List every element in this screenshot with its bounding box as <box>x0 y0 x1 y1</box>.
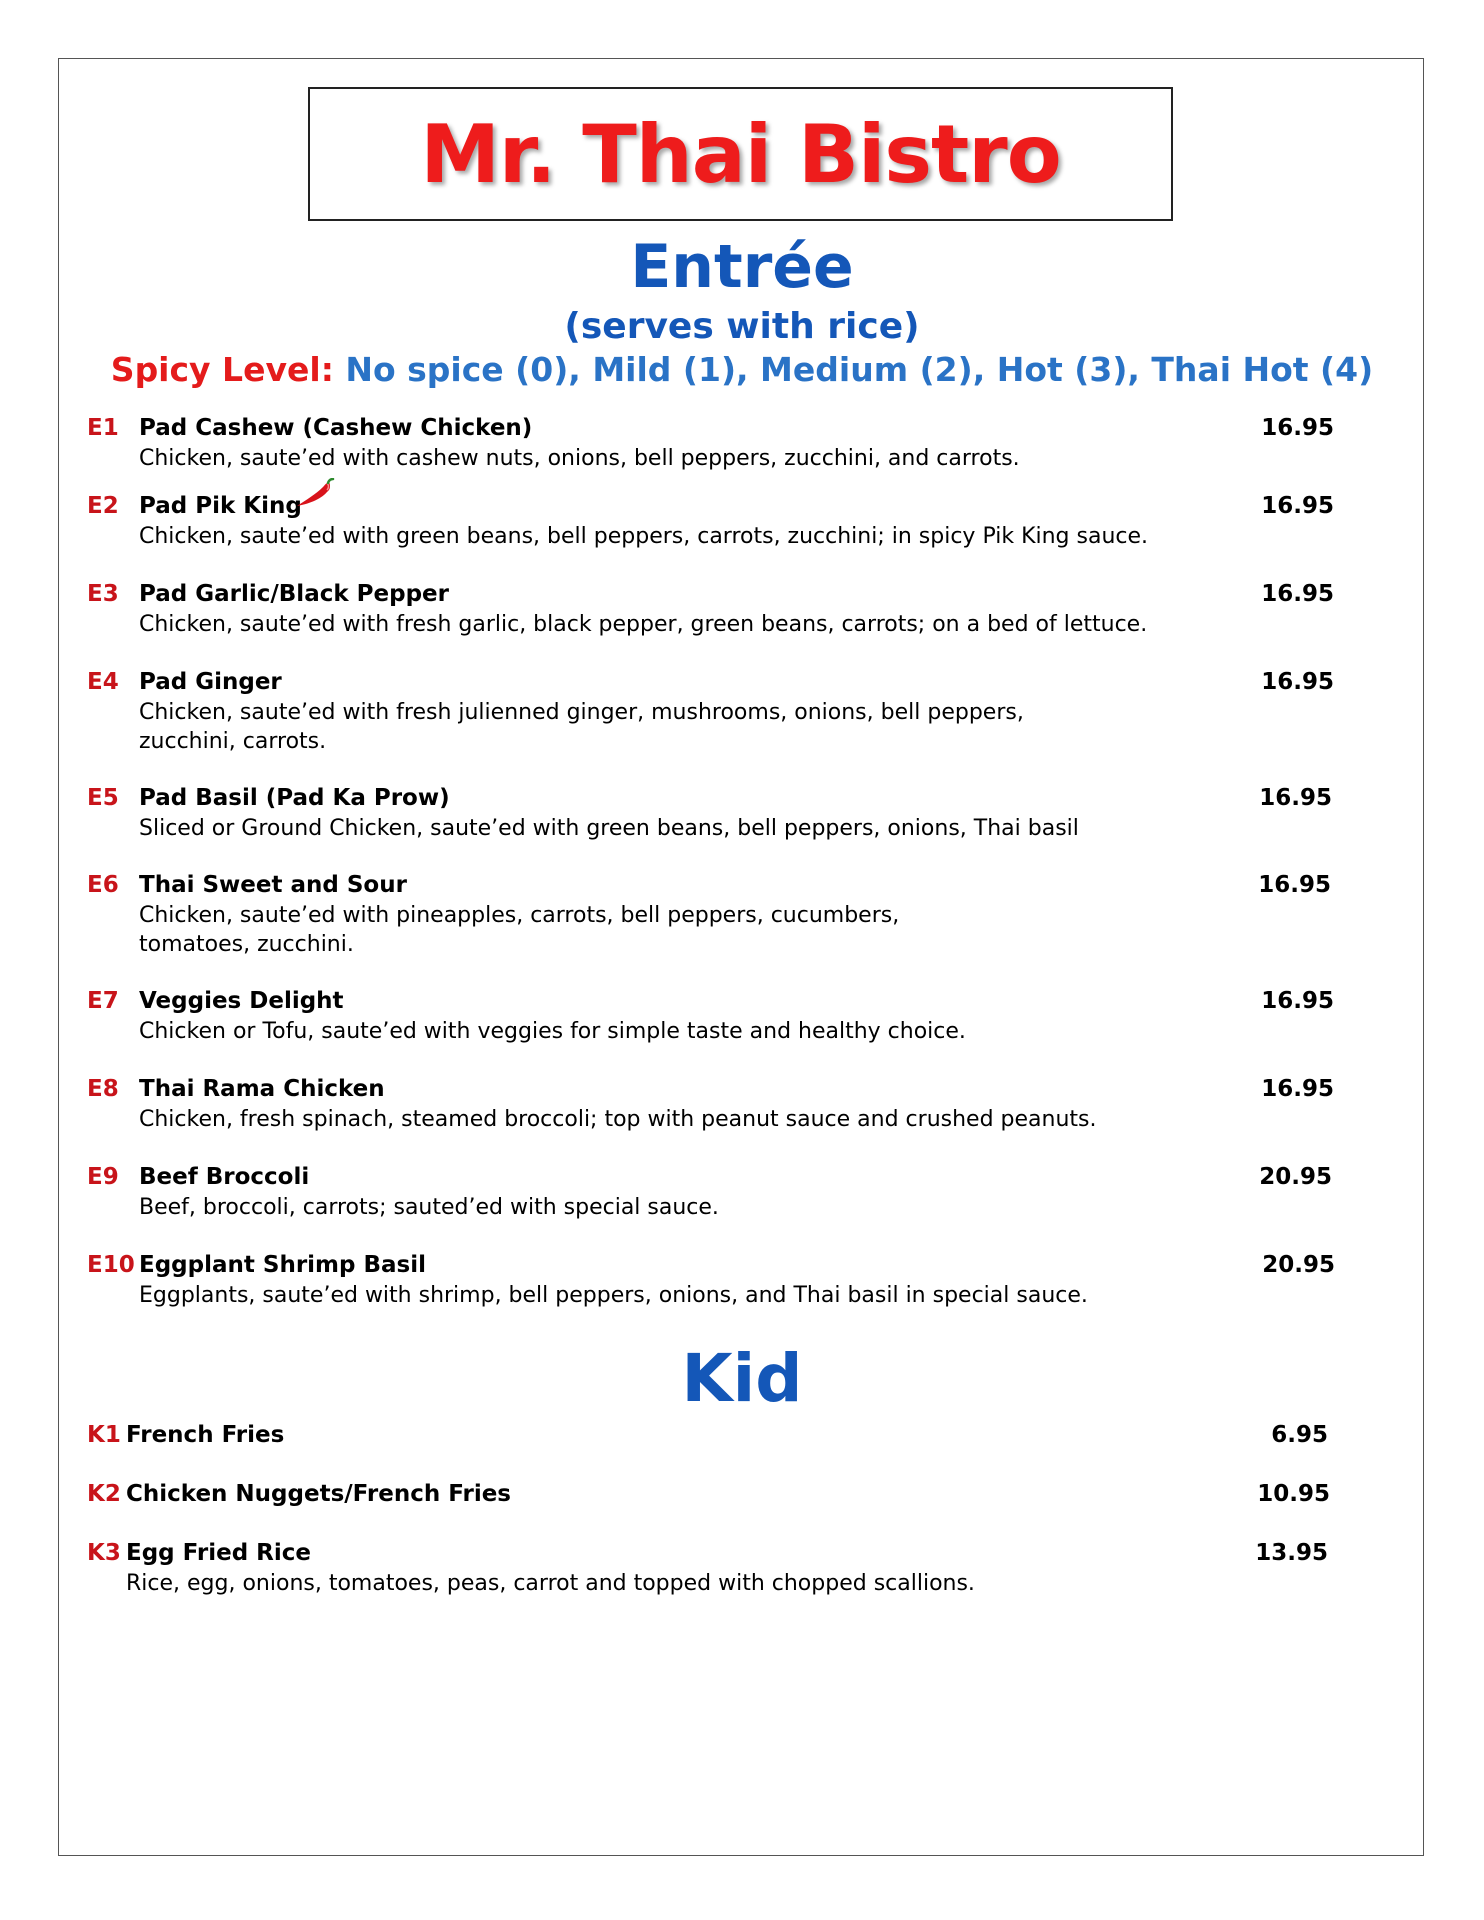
item-description: Chicken, saute’ed with cashew nuts, onions, bell peppers, zucchini, and carrots. <box>139 446 1020 471</box>
item-code: K2 <box>87 1481 121 1507</box>
item-price: 20.95 <box>1259 1164 1332 1190</box>
item-code: E5 <box>87 785 119 811</box>
item-name: Thai Sweet and Sour <box>139 872 407 898</box>
item-code: K1 <box>87 1422 121 1448</box>
item-description: Eggplants, saute’ed with shrimp, bell peppers, onions, and Thai basil in special sauce. <box>139 1283 1088 1308</box>
item-code: E4 <box>87 669 119 695</box>
item-name: French Fries <box>126 1422 285 1448</box>
spicy-level-colon: : <box>320 350 334 389</box>
entree-section-title: Entrée <box>630 232 854 302</box>
item-code: E2 <box>87 493 119 519</box>
item-description: Chicken, saute’ed with pineapples, carrots, bell peppers, cucumbers, <box>139 903 900 928</box>
item-code: E9 <box>87 1164 119 1190</box>
item-price: 6.95 <box>1271 1422 1328 1448</box>
item-code: E6 <box>87 872 119 898</box>
item-name: Eggplant Shrimp Basil <box>139 1252 426 1278</box>
item-name: Pad Basil (Pad Ka Prow) <box>139 785 450 811</box>
item-description: zucchini, carrots. <box>139 729 327 754</box>
entree-subtitle: (serves with rice) <box>564 306 920 347</box>
item-name: Pad Garlic/Black Pepper <box>139 581 449 607</box>
item-description: Chicken, fresh spinach, steamed broccoli; top with peanut sauce and crushed peanuts. <box>139 1107 1097 1132</box>
item-price: 13.95 <box>1255 1540 1328 1566</box>
spicy-level-legend <box>0 350 1484 389</box>
item-description: Sliced or Ground Chicken, saute’ed with green beans, bell peppers, onions, Thai basil <box>139 816 1079 841</box>
item-code: E3 <box>87 581 119 607</box>
item-description: Beef, broccoli, carrots; sauted’ed with special sauce. <box>139 1195 719 1220</box>
item-description: Chicken, saute’ed with fresh garlic, black pepper, green beans, carrots; on a bed of lettuce. <box>139 612 1148 637</box>
item-code: E1 <box>87 415 119 441</box>
item-name: Veggies Delight <box>139 988 344 1014</box>
title-box <box>308 87 1173 221</box>
item-price: 16.95 <box>1261 415 1334 441</box>
item-price: 16.95 <box>1259 785 1332 811</box>
item-price: 16.95 <box>1261 988 1334 1014</box>
item-description: Chicken or Tofu, saute’ed with veggies for simple taste and healthy choice. <box>139 1019 966 1044</box>
item-description: Chicken, saute’ed with fresh julienned ginger, mushrooms, onions, bell peppers, <box>139 700 1024 725</box>
item-price: 16.95 <box>1261 669 1334 695</box>
restaurant-name: Mr. Thai Bistro <box>420 107 1061 201</box>
item-name: Thai Rama Chicken <box>139 1076 385 1102</box>
item-price: 16.95 <box>1261 1076 1334 1102</box>
item-code: E7 <box>87 988 119 1014</box>
spicy-level-label: Spicy Level <box>110 350 321 389</box>
chili-pepper-icon <box>294 478 336 510</box>
item-name: Egg Fried Rice <box>126 1540 312 1566</box>
item-name: Pad Ginger <box>139 669 282 695</box>
item-name: Beef Broccoli <box>139 1164 310 1190</box>
spicy-level-values: No spice (0), Mild (1), Medium (2), Hot (3), Thai Hot (4) <box>345 350 1374 389</box>
kid-section-title: Kid <box>681 1340 803 1417</box>
item-description: Chicken, saute’ed with green beans, bell peppers, carrots, zucchini; in spicy Pik King sauce. <box>139 524 1149 549</box>
item-code: E10 <box>87 1252 135 1278</box>
item-price: 10.95 <box>1257 1481 1330 1507</box>
item-name: Chicken Nuggets/French Fries <box>126 1481 511 1507</box>
item-price: 16.95 <box>1261 493 1334 519</box>
item-price: 20.95 <box>1262 1252 1335 1278</box>
item-description: Rice, egg, onions, tomatoes, peas, carrot and topped with chopped scallions. <box>126 1571 975 1596</box>
item-price: 16.95 <box>1258 872 1331 898</box>
item-name: Pad Pik King <box>139 493 302 519</box>
item-name: Pad Cashew (Cashew Chicken) <box>139 415 533 441</box>
item-code: E8 <box>87 1076 119 1102</box>
item-code: K3 <box>87 1540 121 1566</box>
item-description: tomatoes, zucchini. <box>139 932 354 957</box>
item-price: 16.95 <box>1261 581 1334 607</box>
